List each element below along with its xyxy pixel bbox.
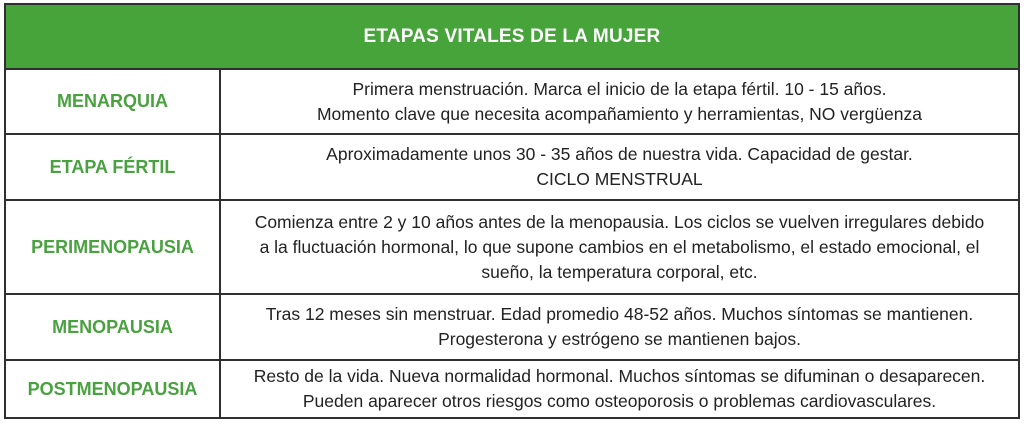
stage-postmenopausia: POSTMENOPAUSIA (6, 361, 221, 417)
description-line: Resto de la vida. Nueva normalidad hormonal. Muchos síntomas se difuminan o desaparecen. (253, 366, 986, 386)
table-row (6, 361, 1018, 417)
description-line: Pueden aparecer otros riesgos como osteoporosis o problemas cardiovasculares. (302, 391, 937, 411)
stage-description (221, 70, 1018, 133)
description-line: Aproximadamente unos 30 - 35 años de nuestra vida. Capacidad de gestar. (326, 144, 913, 164)
description-line: Tras 12 meses sin menstruar. Edad promedio 48-52 años. Muchos síntomas se mantienen. (265, 304, 974, 324)
life-stages-table (4, 3, 1020, 419)
stage-description (221, 135, 1018, 199)
description-line: Comienza entre 2 y 10 años antes de la menopausia. Los ciclos se vuelven irregulares debido (254, 211, 985, 232)
description-line: CICLO MENSTRUAL (536, 169, 703, 189)
stage-menopausia: MENOPAUSIA (6, 295, 221, 359)
stage-description (221, 201, 1018, 293)
description-line: Progesterona y estrógeno se mantienen bajos. (438, 329, 801, 349)
stage-menarquia: MENARQUIA (6, 70, 221, 133)
stage-perimenopausia: PERIMENOPAUSIA (6, 201, 221, 293)
stage-description (221, 361, 1018, 417)
table-row (6, 295, 1018, 361)
description-line: Momento clave que necesita acompañamiento y herramientas, NO vergüenza (316, 103, 923, 124)
table-row (6, 201, 1018, 295)
table-title: ETAPAS VITALES DE LA MUJER (6, 5, 1018, 70)
table-row (6, 135, 1018, 201)
stage-description (221, 295, 1018, 359)
stage-etapa-fertil: ETAPA FÉRTIL (6, 135, 221, 199)
description-line: sueño, la temperatura corporal, etc. (481, 261, 758, 282)
description-line: Primera menstruación. Marca el inicio de la etapa fértil. 10 - 15 años. (352, 78, 887, 99)
description-line: a la fluctuación hormonal, lo que supone cambios en el metabolismo, el estado emocional, el (259, 236, 980, 257)
table-row (6, 70, 1018, 135)
